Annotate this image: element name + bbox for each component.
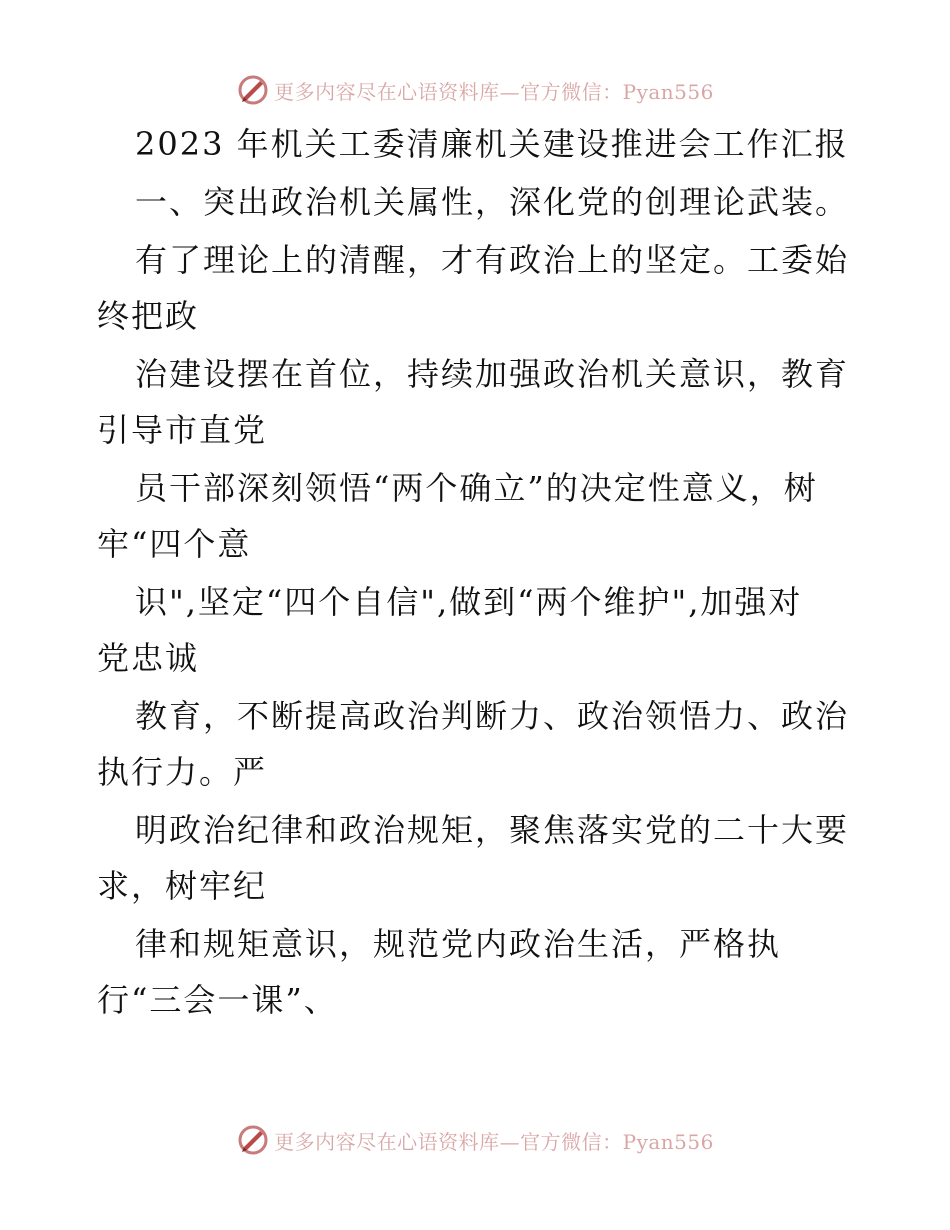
section-heading: 一、突出政治机关属性，深化党的创理论武装。	[135, 183, 850, 221]
paragraph-line: 律和规矩意识，规范党内政治生活，严格执	[135, 925, 782, 963]
paragraph-line: 行“三会一课”、	[97, 981, 338, 1019]
paragraph-line: 党忠诚	[97, 639, 200, 677]
paragraph-line: 引导市直党	[97, 411, 268, 449]
watermark-header	[0, 70, 950, 110]
paragraph-line: 识",坚定“四个自信",做到“两个维护",加强对	[135, 583, 803, 621]
paragraph-line: 有了理论上的清醒，才有政治上的坚定。工委始	[135, 241, 850, 279]
document-title: 2023 年机关工委清廉机关建设推进会工作汇报	[135, 125, 849, 163]
paragraph-line: 教育，不断提高政治判断力、政治领悟力、政治	[135, 697, 850, 735]
watermark-footer	[0, 1120, 950, 1160]
paragraph-line: 员干部深刻领悟“两个确立”的决定性意义，树	[135, 469, 818, 507]
paragraph-line: 治建设摆在首位，持续加强政治机关意识，教育	[135, 355, 850, 393]
paragraph-line: 求，树牢纪	[97, 867, 268, 905]
document-body	[97, 124, 857, 1038]
paragraph-line: 明政治纪律和政治规矩，聚焦落实党的二十大要	[135, 811, 850, 849]
paragraph-line: 终把政	[97, 297, 200, 335]
paragraph-line: 执行力。严	[97, 753, 268, 791]
pen-logo-icon	[236, 73, 270, 107]
paragraph-line: 牢“四个意	[97, 525, 252, 563]
pen-logo-icon	[236, 1123, 270, 1157]
watermark-text: 更多内容尽在心语资料库—官方微信：Pyan556	[274, 79, 714, 104]
watermark-text: 更多内容尽在心语资料库—官方微信：Pyan556	[274, 1129, 714, 1154]
